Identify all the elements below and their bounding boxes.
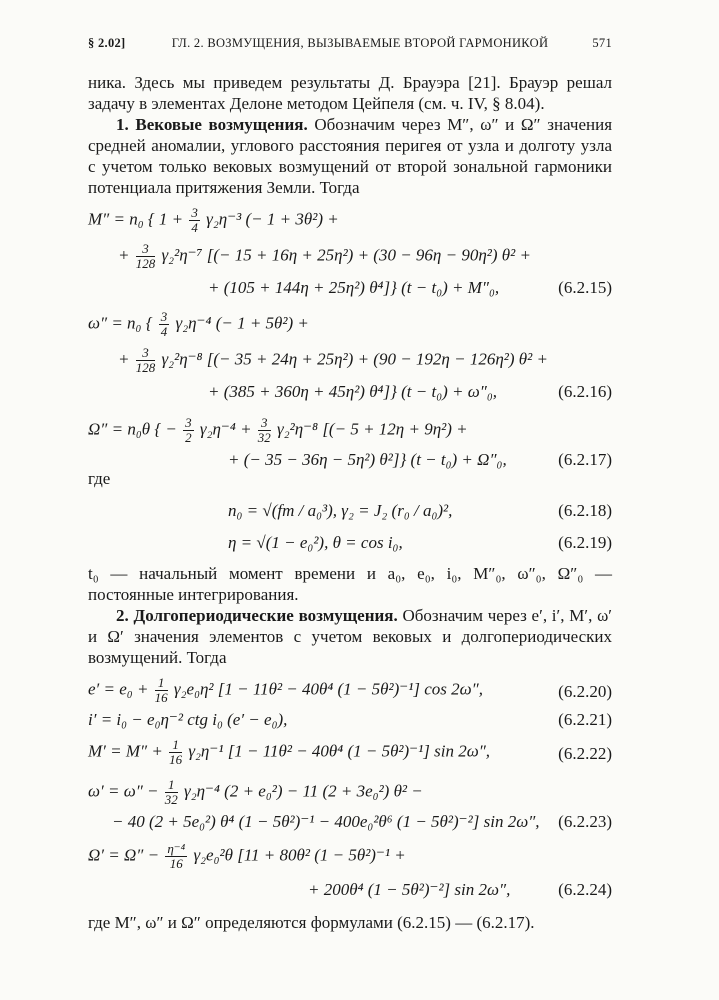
- equation-6-2-18: [88, 493, 612, 529]
- section2-paragraph: [88, 605, 612, 668]
- eq17-frac2: $\frac{3}{32}$: [257, 415, 271, 445]
- page-number: 571: [592, 36, 612, 50]
- eq23-b: γ₂η⁻⁴ (2 + e₀²) − 11 (2 + 3e₀²) θ² −: [179, 781, 423, 801]
- eq22-a: M′ = M″ +: [88, 741, 168, 761]
- eq15-frac2: $\frac{3}{128}$: [135, 241, 156, 271]
- eq23-line2: − 40 (2 + 5e₀²) θ⁴ (1 − 5θ²)⁻¹ − 400e₀²θ⁶ (1 − 5θ²)⁻²] sin 2ω″,: [112, 812, 540, 831]
- eq20-b: γ₂e₀η² [1 − 11θ² − 40θ⁴ (1 − 5θ²)⁻¹] cos 2ω″,: [169, 679, 483, 699]
- eq24-b: γ₂e₀²θ [11 + 80θ² (1 − 5θ²)⁻¹ +: [189, 845, 406, 865]
- eq15-line3: + (105 + 144η + 25η²) θ⁴]} (t − t₀) + M″₀,: [208, 278, 500, 297]
- eq24-line2: + 200θ⁴ (1 − 5θ²)⁻²] sin 2ω″,: [308, 880, 511, 899]
- header-title: ГЛ. 2. ВОЗМУЩЕНИЯ, ВЫЗЫВАЕМЫЕ ВТОРОЙ ГАРМОНИКОЙ: [171, 36, 549, 50]
- eq15-number: (6.2.15): [558, 278, 612, 297]
- eq17-b: γ₂η⁻⁴ +: [195, 419, 256, 439]
- eq24-a: Ω′ = Ω″ −: [88, 845, 164, 865]
- running-header: [88, 36, 612, 58]
- eq17-frac1: $\frac{3}{2}$: [185, 415, 192, 445]
- eq21-number: (6.2.21): [558, 710, 612, 729]
- eq16-line2b: γ₂²η⁻⁸ [(− 35 + 24η + 25η²) + (90 − 192η − 126η²) θ² +: [157, 349, 548, 369]
- eq24-frac: $\frac{\text{η⁻⁴}}{16}$: [167, 841, 186, 871]
- eq22-number: (6.2.22): [558, 744, 612, 763]
- where-word: где: [88, 469, 111, 488]
- header-section: § 2.02]: [88, 36, 126, 50]
- page: [88, 36, 612, 933]
- eq16-line2a: +: [118, 349, 134, 369]
- eq16-frac2: $\frac{3}{128}$: [135, 345, 156, 375]
- intro-paragraph: ника. Здесь мы приведем результаты Д. Брауэра [21]. Брауэр решал задачу в элементах Делоне методом Цейпеля (см. ч. IV, § 8.04).: [88, 73, 612, 113]
- equation-6-2-21: [88, 710, 612, 738]
- eq21-a: i′ = i₀ − e₀η⁻² ctg i₀ (e′ − e₀),: [88, 710, 288, 729]
- eq19-text: η = √(1 − e₀²), θ = cos i₀,: [228, 533, 403, 552]
- eq16-frac1: $\frac{3}{4}$: [160, 309, 168, 339]
- equation-6-2-17: [88, 416, 612, 474]
- closing-paragraph: где M″, ω″ и Ω″ определяются формулами (6.2.15) — (6.2.17).: [88, 913, 535, 932]
- eq19-number: (6.2.19): [558, 533, 612, 552]
- eq16-line1a: ω″ = n₀ {: [88, 313, 157, 333]
- equation-6-2-20: [88, 676, 612, 710]
- eq17-a: Ω″ = n₀θ { −: [88, 419, 182, 439]
- section1-text: Обозначим через M″, ω″ и Ω″ значения средней аномалии, углового расстояния перигея от узла и долготу узла с учетом только вековых возмущений от второй зональной гармоники потенциала притяжения Земли. Тогда: [88, 115, 613, 197]
- constants-paragraph: t₀ — начальный момент времени и a₀, e₀, i₀, M″₀, ω″₀, Ω″₀ — постоянные интегрирования.: [88, 564, 612, 604]
- eq23-frac: $\frac{1}{32}$: [164, 777, 178, 807]
- section2-heading: 2. Долгопериодические возмущения.: [116, 606, 398, 625]
- eq17-number: (6.2.17): [558, 450, 612, 469]
- eq16-line3: + (385 + 360η + 45η²) θ⁴]} (t − t₀) + ω″₀,: [208, 382, 497, 401]
- equation-6-2-23: [88, 778, 612, 842]
- eq22-b: γ₂η⁻¹ [1 − 11θ² − 40θ⁴ (1 − 5θ²)⁻¹] sin 2ω″,: [184, 741, 491, 761]
- equation-6-2-19: [88, 529, 612, 559]
- eq18-number: (6.2.18): [558, 501, 612, 520]
- eq24-number: (6.2.24): [558, 880, 612, 899]
- eq16-line1b: γ₂η⁻⁴ (− 1 + 5θ²) +: [171, 313, 309, 333]
- section1-heading: 1. Вековые возмущения.: [116, 115, 308, 134]
- eq20-frac: $\frac{1}{16}$: [154, 675, 168, 705]
- eq17-c: γ₂²η⁻⁸ [(− 5 + 12η + 9η²) +: [272, 419, 468, 439]
- equation-6-2-22: [88, 738, 612, 778]
- eq20-a: e′ = e₀ +: [88, 679, 153, 699]
- eq15-line2a: +: [118, 245, 134, 265]
- eq16-number: (6.2.16): [558, 382, 612, 401]
- section2-text: Обозначим через e′, i′, M′, ω′ и Ω′ значения элементов с учетом вековых и долгопериодических возмущений. Тогда: [88, 606, 612, 667]
- equation-6-2-24: [88, 842, 612, 908]
- equation-6-2-15: [88, 206, 612, 304]
- eq20-number: (6.2.20): [558, 682, 612, 701]
- eq15-line1b: γ₂η⁻³ (− 1 + 3θ²) +: [201, 209, 339, 229]
- eq15-line1a: M″ = n₀ { 1 +: [88, 209, 188, 229]
- eq18-text: n₀ = √(fm / a₀³), γ₂ = J₂ (r₀ / a₀)²,: [228, 501, 453, 520]
- eq15-line2b: γ₂²η⁻⁷ [(− 15 + 16η + 25η²) + (30 − 96η − 90η²) θ² +: [157, 245, 531, 265]
- eq15-frac1: $\frac{3}{4}$: [191, 205, 198, 235]
- equation-6-2-16: [88, 310, 612, 408]
- eq17-line2: + (− 35 − 36η − 5η²) θ²]} (t − t₀) + Ω″₀,: [228, 450, 507, 469]
- eq23-a: ω′ = ω″ −: [88, 781, 163, 801]
- eq23-number: (6.2.23): [558, 812, 612, 831]
- eq22-frac: $\frac{1}{16}$: [169, 737, 183, 767]
- section1-paragraph: [88, 114, 612, 198]
